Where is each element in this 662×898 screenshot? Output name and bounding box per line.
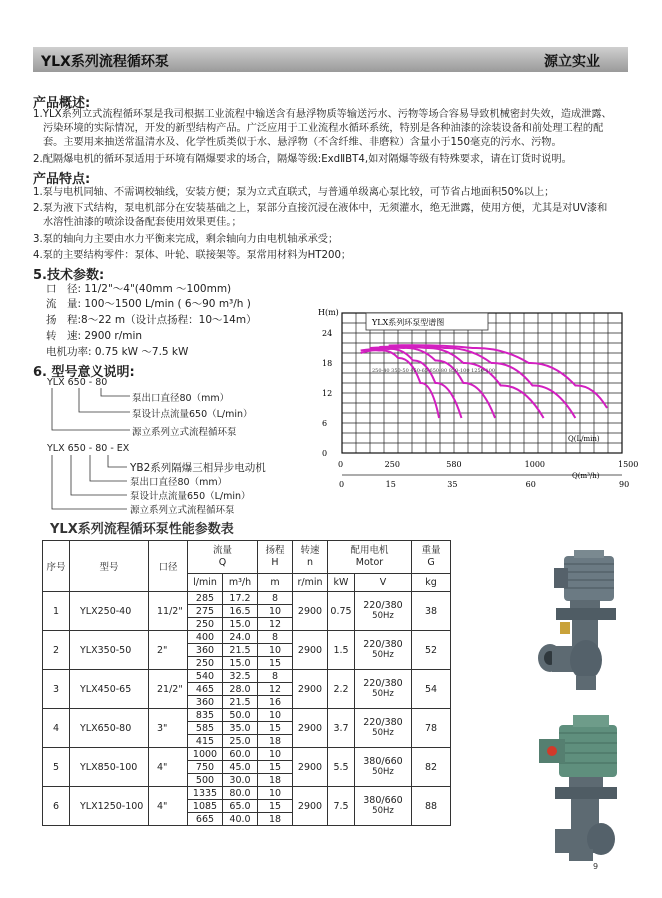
header-title: YLX系列流程循环泵	[41, 54, 169, 70]
cell-head: 10	[258, 605, 293, 618]
features-line: 水溶性油漆的喷涂设备配套使用效果更佳。；	[43, 217, 242, 228]
y-tick-label: 12	[322, 389, 333, 398]
model-note: 泵设计点流量650（L/min）	[130, 491, 251, 502]
cell-head: 10	[258, 709, 293, 722]
cell-caliber: 3"	[149, 709, 188, 748]
cell-m3h: 24.0	[223, 631, 258, 644]
page-header	[33, 47, 628, 72]
col-weight-g: G	[427, 557, 435, 568]
cell-model: YLX650-80	[70, 709, 149, 748]
col-model: 型号	[70, 541, 149, 592]
col-seq: 序号	[43, 541, 70, 592]
features-line: 4.泵的主要结构零件：泵体、叶轮、联接架等。泵常用材料为HT200；	[33, 250, 352, 261]
cell-weight: 78	[412, 709, 451, 748]
cell-voltage	[355, 592, 412, 631]
cell-speed: 2900	[293, 670, 328, 709]
cell-m3h: 40.0	[223, 813, 258, 826]
cell-model: YLX1250-100	[70, 787, 149, 826]
tech-line: 电机功率: 0.75 kW ～7.5 kW	[46, 346, 189, 358]
cell-head: 15	[258, 722, 293, 735]
cell-frequency: 50Hz	[372, 728, 394, 738]
cell-voltage	[355, 709, 412, 748]
cell-voltage	[355, 748, 412, 787]
col-speed-n: n	[306, 557, 314, 568]
unit-kw: kW	[328, 574, 355, 592]
cell-kw: 0.75	[328, 592, 355, 631]
tech-line: 口 径: 11/2"～4"(40mm ～100mm)	[46, 283, 232, 295]
x-tick-label: 0	[338, 460, 344, 469]
cell-lmin: 540	[188, 670, 223, 683]
chart-xlabel2: Q(m³/h)	[572, 472, 600, 480]
cell-voltage-value: 220/380	[363, 639, 403, 650]
cell-speed: 2900	[293, 709, 328, 748]
cell-kw: 3.7	[328, 709, 355, 748]
unit-kg: kg	[412, 574, 451, 592]
pump-image-gray	[534, 550, 629, 695]
x-tick-label: 1000	[524, 460, 546, 469]
overview-heading: 产品概述:	[33, 96, 91, 111]
cell-no: 6	[43, 787, 70, 826]
cell-head: 10	[258, 644, 293, 657]
unit-m3h: m³/h	[223, 574, 258, 592]
cell-caliber: 4"	[149, 787, 188, 826]
x-tick-label: 250	[384, 460, 400, 469]
cell-head: 8	[258, 592, 293, 605]
cell-m3h: 65.0	[223, 800, 258, 813]
cell-frequency: 50Hz	[372, 767, 394, 777]
cell-voltage	[355, 670, 412, 709]
col-flow-q: Q	[218, 557, 227, 568]
cell-head: 10	[258, 787, 293, 800]
features-line: 2.泵为液下式结构，泵电机部分在安装基础之上，泵部分直接沉浸在液体中，无须灌水，绝无泄露，使用方便，尤其是对UV漆和	[33, 203, 608, 214]
cell-weight: 54	[412, 670, 451, 709]
cell-kw: 7.5	[328, 787, 355, 826]
x-tick-label: 1500	[618, 460, 639, 469]
cell-lmin: 465	[188, 683, 223, 696]
unit-rmin: r/min	[293, 574, 328, 592]
col-head-label: 扬程	[265, 545, 285, 556]
model-note: 泵出口直径80（mm）	[130, 477, 228, 488]
cell-lmin: 835	[188, 709, 223, 722]
tech-line: 转 速: 2900 r/min	[46, 330, 143, 342]
table-row	[43, 787, 451, 800]
cell-lmin: 360	[188, 644, 223, 657]
cell-m3h: 15.0	[223, 657, 258, 670]
cell-kw: 2.2	[328, 670, 355, 709]
cell-speed: 2900	[293, 787, 328, 826]
chart-yticks	[322, 329, 332, 458]
model-code-1: YLX 650 - 80	[47, 377, 108, 388]
series-curve-250-40	[361, 350, 439, 418]
cell-m3h: 28.0	[223, 683, 258, 696]
x2-tick-label: 0	[339, 480, 345, 489]
cell-no: 1	[43, 592, 70, 631]
chart-grid	[342, 313, 622, 453]
cell-no: 5	[43, 748, 70, 787]
table-row	[43, 670, 451, 683]
y-tick-label: 6	[322, 419, 328, 428]
cell-caliber: 2"	[149, 631, 188, 670]
model-note: YB2系列隔爆三相异步电动机	[130, 462, 266, 474]
col-head-h: H	[271, 557, 279, 568]
tech-heading: 5.技术参数:	[33, 268, 105, 283]
model-note: 源立系列立式流程循环泵	[132, 427, 237, 438]
cell-model: YLX850-100	[70, 748, 149, 787]
cell-head: 15	[258, 761, 293, 774]
cell-head: 12	[258, 618, 293, 631]
series-curve-350-50	[361, 349, 462, 418]
cell-m3h: 21.5	[223, 644, 258, 657]
cell-lmin: 1000	[188, 748, 223, 761]
cell-lmin: 665	[188, 813, 223, 826]
table-title: YLX系列流程循环泵性能参数表	[50, 522, 234, 537]
cell-voltage-value: 220/380	[363, 678, 403, 689]
cell-head: 18	[258, 735, 293, 748]
chart-curve-label: 250-40 350-50 450-65 650-80 850-100 1250-100	[372, 368, 496, 374]
cell-lmin: 250	[188, 657, 223, 670]
col-speed	[293, 541, 328, 574]
col-motor-label: 配用电机	[350, 545, 389, 556]
cell-no: 3	[43, 670, 70, 709]
cell-lmin: 750	[188, 761, 223, 774]
cell-m3h: 25.0	[223, 735, 258, 748]
model-note: 源立系列立式流程循环泵	[130, 505, 235, 516]
page-number: 9	[593, 862, 599, 871]
cell-kw: 1.5	[328, 631, 355, 670]
cell-voltage-value: 380/660	[363, 756, 403, 767]
model-note: 泵设计点流量650（L/min）	[132, 409, 253, 420]
cell-m3h: 45.0	[223, 761, 258, 774]
col-motor	[328, 541, 412, 574]
features-line: 3.泵的轴向力主要由水力平衡来完成，剩余轴向力由电机轴承承受；	[33, 234, 339, 245]
tech-line: 扬 程:8～22 m（设计点扬程：10～14m）	[46, 314, 257, 326]
performance-table	[42, 540, 451, 826]
cell-speed: 2900	[293, 631, 328, 670]
pump-performance-chart	[310, 302, 640, 496]
col-weight-label: 重量	[421, 545, 441, 556]
cell-head: 18	[258, 813, 293, 826]
cell-head: 8	[258, 631, 293, 644]
model-heading: 6. 型号意义说明:	[33, 365, 135, 380]
unit-v: V	[355, 574, 412, 592]
x2-tick-label: 35	[447, 480, 458, 489]
cell-voltage-value: 380/660	[363, 795, 403, 806]
overview-line: 2.配隔爆电机的循环泵适用于环境有隔爆要求的场合，隔爆等级:ExdⅡBT4,如对隔爆等级有特殊要求，请在订货时说明。	[33, 154, 572, 165]
cell-caliber: 21/2"	[149, 670, 188, 709]
x2-tick-label: 90	[619, 480, 630, 489]
cell-weight: 82	[412, 748, 451, 787]
cell-head: 15	[258, 657, 293, 670]
cell-lmin: 585	[188, 722, 223, 735]
cell-lmin: 400	[188, 631, 223, 644]
cell-model: YLX450-65	[70, 670, 149, 709]
table-row	[43, 748, 451, 761]
cell-weight: 38	[412, 592, 451, 631]
model-note: 泵出口直径80（mm）	[132, 393, 230, 404]
cell-lmin: 360	[188, 696, 223, 709]
col-flow	[188, 541, 258, 574]
cell-weight: 52	[412, 631, 451, 670]
overview-line: 污染环境的实际情况，开发的新型结构产品。广泛应用于工业流程水循环系统，特别是各种油漆的涂装设备和前处理工程的配	[43, 123, 604, 134]
cell-frequency: 50Hz	[372, 650, 394, 660]
cell-model: YLX250-40	[70, 592, 149, 631]
chart-xlabel: Q(L/min)	[568, 435, 600, 443]
col-head	[258, 541, 293, 574]
cell-voltage	[355, 787, 412, 826]
col-speed-label: 转速	[300, 545, 320, 556]
cell-lmin: 500	[188, 774, 223, 787]
cell-no: 2	[43, 631, 70, 670]
cell-head: 8	[258, 670, 293, 683]
cell-m3h: 30.0	[223, 774, 258, 787]
cell-lmin: 285	[188, 592, 223, 605]
cell-m3h: 35.0	[223, 722, 258, 735]
cell-lmin: 415	[188, 735, 223, 748]
unit-lmin: l/min	[188, 574, 223, 592]
cell-no: 4	[43, 709, 70, 748]
col-flow-label: 流量	[212, 545, 232, 556]
x2-tick-label: 60	[525, 480, 536, 489]
col-weight	[412, 541, 451, 574]
cell-speed: 2900	[293, 592, 328, 631]
y-tick-label: 24	[322, 329, 333, 338]
cell-lmin: 1335	[188, 787, 223, 800]
overview-line: 1.YLX系列立式流程循环泵是我司根据工业流程中输送含有悬浮物质等输送污水、污物等场合容易导致机械密封失效，造成泄露、	[33, 109, 612, 120]
cell-frequency: 50Hz	[372, 611, 394, 621]
header-company: 源立实业	[544, 54, 600, 70]
cell-lmin: 275	[188, 605, 223, 618]
table-row	[43, 709, 451, 722]
cell-voltage-value: 220/380	[363, 717, 403, 728]
table-row	[43, 592, 451, 605]
cell-frequency: 50Hz	[372, 806, 394, 816]
cell-voltage	[355, 631, 412, 670]
cell-weight: 88	[412, 787, 451, 826]
model-bracket-1	[45, 386, 145, 436]
cell-m3h: 16.5	[223, 605, 258, 618]
cell-speed: 2900	[293, 748, 328, 787]
y-tick-label: 18	[322, 359, 333, 368]
cell-voltage-value: 220/380	[363, 600, 403, 611]
cell-m3h: 50.0	[223, 709, 258, 722]
x-tick-label: 580	[446, 460, 462, 469]
cell-m3h: 32.5	[223, 670, 258, 683]
col-caliber: 口径	[149, 541, 188, 592]
cell-model: YLX350-50	[70, 631, 149, 670]
cell-head: 12	[258, 683, 293, 696]
table-row	[43, 631, 451, 644]
pump-image-green	[535, 713, 630, 863]
chart-ylabel: H(m)	[318, 308, 339, 317]
cell-m3h: 17.2	[223, 592, 258, 605]
cell-m3h: 60.0	[223, 748, 258, 761]
cell-head: 15	[258, 800, 293, 813]
cell-head: 16	[258, 696, 293, 709]
unit-m: m	[258, 574, 293, 592]
features-line: 1.泵与电机同轴、不需调校轴线，安装方便；泵为立式直联式，与普通单级离心泵比较，可节省占地面积50%以上；	[33, 187, 555, 198]
cell-caliber: 11/2"	[149, 592, 188, 631]
tech-line: 流 量: 100～1500 L/min ( 6～90 m³/h )	[46, 298, 251, 310]
cell-m3h: 21.5	[223, 696, 258, 709]
x2-tick-label: 15	[385, 480, 396, 489]
y-tick-label: 0	[322, 449, 328, 458]
cell-lmin: 250	[188, 618, 223, 631]
cell-head: 10	[258, 748, 293, 761]
features-heading: 产品特点:	[33, 172, 91, 187]
cell-lmin: 1085	[188, 800, 223, 813]
cell-frequency: 50Hz	[372, 689, 394, 699]
chart-curves	[361, 345, 607, 418]
col-motor-en: Motor	[355, 557, 384, 568]
cell-m3h: 15.0	[223, 618, 258, 631]
model-bracket-2	[45, 453, 135, 515]
cell-kw: 5.5	[328, 748, 355, 787]
cell-caliber: 4"	[149, 748, 188, 787]
model-code-2: YLX 650 - 80 - EX	[47, 443, 130, 454]
chart-title: YLX系列环泵型谱图	[372, 318, 445, 327]
overview-line: 套。主要用来抽送常温清水及、化学性质类似于水、悬浮物（不含纤维、非磨粒）含量小于150毫克的污水、污物。	[43, 137, 562, 148]
cell-m3h: 80.0	[223, 787, 258, 800]
cell-head: 18	[258, 774, 293, 787]
